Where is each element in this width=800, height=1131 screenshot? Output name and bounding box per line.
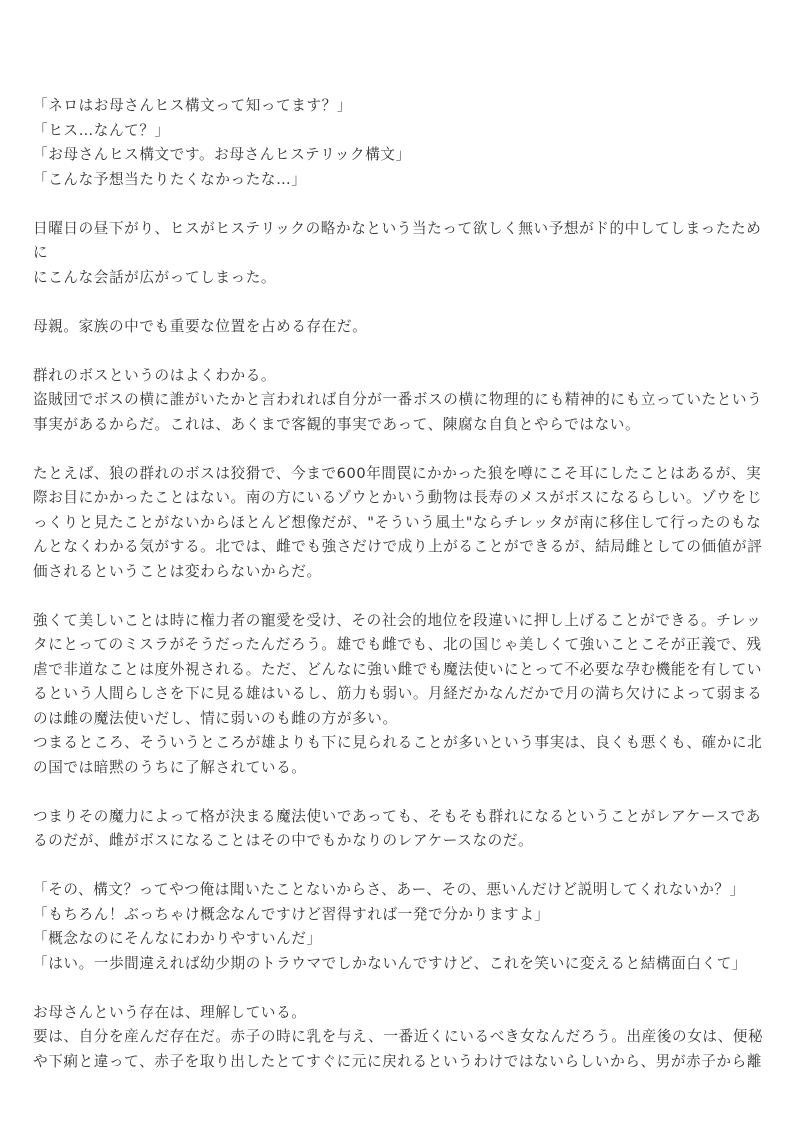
text-line: んとなくわかる気がする。北では、雌でも強さだけで成り上がることができるが、結局雌としての価値が評 (33, 538, 763, 555)
document-body (33, 94, 773, 1099)
paragraph-2 (33, 217, 773, 291)
text-line: 「お母さんヒス構文です。お母さんヒステリック構文」 (33, 146, 411, 163)
text-line: タにとってのミスラがそうだったんだろう。雄でも雌でも、北の国じゃ美しくて強いことこそが正義で、残 (33, 636, 762, 653)
text-line: 母親。家族の中でも重要な位置を占める存在だ。 (33, 317, 368, 335)
text-line: 「もちろん！ぶっちゃけ概念なんですけど習得すれば一発で分かりますよ」 (33, 905, 550, 923)
text-line: つまるところ、そういうところが雄よりも下に見られることが多いという事実は、良くも悪くも、確かに北 (33, 734, 763, 751)
text-line: 「ネロはお母さんヒス構文って知ってます？」 (33, 97, 353, 114)
text-line: 「こんな予想当たりたくなかったな…」 (33, 170, 307, 188)
text-line: 事実があるからだ。これは、あくまで客観的事実であって、陳腐な自負とやらではない。 (33, 415, 641, 433)
text-line: の国では暗黙のうちに了解されている。 (33, 758, 307, 776)
text-line: のは雌の魔法使いだし、情に弱いのも雌の方が多い。 (33, 709, 398, 727)
text-line: 盗賊団でボスの横に誰がいたかと言われれば自分が一番ボスの横に物理的にも精神的にも立っていたという (33, 391, 763, 408)
paragraph-5 (33, 462, 773, 585)
text-line: るという人間らしさを下に見る雄はいるし、筋力も弱い。月経だかなんだかで月の満ち欠けによって弱まる (33, 685, 763, 702)
text-line: 「その、構文？ってやつ俺は聞いたことないからさ、あー、その、悪いんだけど説明してくれないか？」 (33, 881, 745, 898)
paragraph-8 (33, 878, 773, 976)
paragraph-4 (33, 364, 773, 438)
text-line: 虐で非道なことは度外視される。ただ、どんなに強い雌でも魔法使いにとって不必要な孕む機能を有してい (33, 660, 763, 678)
text-line: るのだが、雌がボスになることはその中でもかなりのレアケースなのだ。 (33, 832, 534, 849)
paragraph-3 (33, 315, 773, 340)
text-line: たとえば、狼の群れのボスは狡猾で、今まで600年間罠にかかった狼を噂にこそ耳にしたことはあるが、実 (33, 464, 762, 482)
text-line: お母さんという存在は、理解している。 (33, 1003, 307, 1021)
text-line: や下痢と違って、赤子を取り出したとてすぐに元に戻れるというわけではないらしいから、男が赤子から離 (33, 1052, 763, 1070)
text-line: 強くて美しいことは時に権力者の寵愛を受け、その社会的地位を段違いに押し上げることができる。チレッ (33, 611, 762, 629)
paragraph-9 (33, 1001, 773, 1075)
paragraph-7 (33, 805, 773, 854)
text-line: 群れのボスというのはよくわかる。 (33, 366, 277, 384)
text-line: っくりと見たことがないからほとんど想像だが、"そういう風土"ならチレッタが南に移住して行ったのもな (33, 513, 762, 531)
text-line: 「はい。一歩間違えれば幼少期のトラウマでしかないんですけど、これを笑いに変えると結構面白くて」 (33, 954, 748, 972)
text-line: 「概念なのにそんなにわかりやすいんだ」 (33, 930, 322, 947)
text-line: 際お目にかかったことはない。南の方にいるゾウとかいう動物は長寿のメスがボスになるらしい。ゾウをじ (33, 489, 763, 506)
text-line: 日曜日の昼下がり、ヒスがヒステリックの略かなという当たって欲しく無い予想がド的中してしまったために (33, 219, 762, 261)
paragraph-1 (33, 94, 773, 192)
text-line: つまりその魔力によって格が決まる魔法使いであっても、そもそも群れになるということがレアケースであ (33, 807, 761, 825)
text-line: 価されるということは変わらないからだ。 (33, 562, 322, 580)
text-line: にこんな会話が広がってしまった。 (33, 268, 277, 286)
paragraph-6 (33, 609, 773, 781)
text-line: 「ヒス…なんて？」 (33, 121, 170, 139)
text-line: 要は、自分を産んだ存在だ。赤子の時に乳を与え、一番近くにいるべき女なんだろう。出産後の女は、便秘 (33, 1028, 764, 1045)
